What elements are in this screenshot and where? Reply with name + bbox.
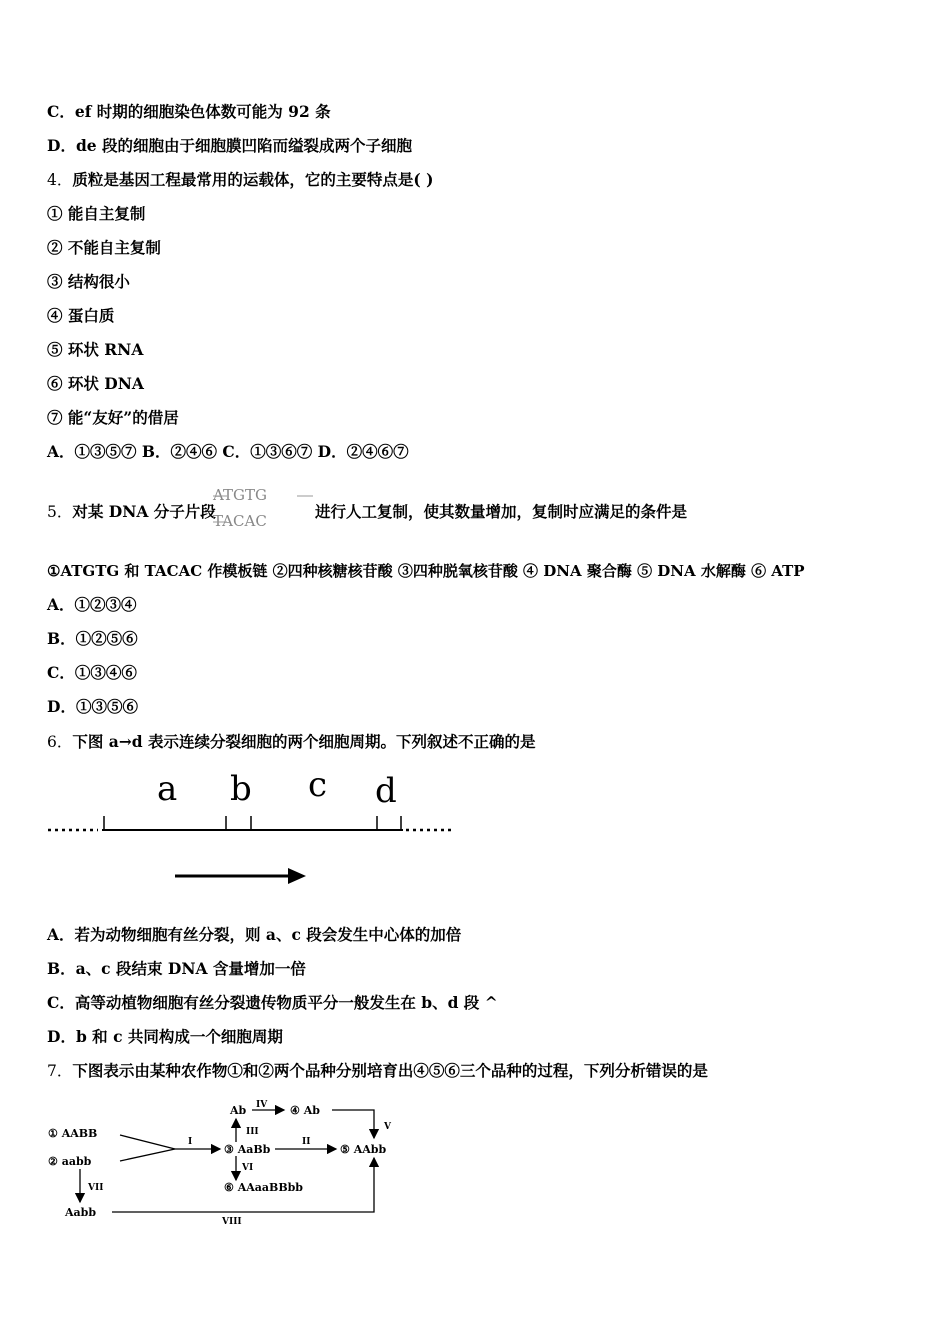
q4-item-1: ① 能自主复制 — [47, 204, 146, 223]
dna-strand-top: ATGTG — [213, 486, 267, 504]
arrow-v — [332, 1110, 374, 1138]
q4-item-4: ④ 蛋白质 — [47, 306, 115, 325]
q4-text: 质粒是基因工程最常用的运载体，它的主要特点是( ) — [72, 170, 434, 189]
direction-arrow-head — [288, 868, 306, 884]
q4-item-6: ⑥ 环状 DNA — [47, 374, 144, 393]
q5-option-a: A．①②③④ — [47, 595, 137, 614]
q5-option-b: B．①②⑤⑥ — [47, 629, 138, 648]
cycle-label-a: a — [157, 769, 178, 809]
q5-conditions: ①ATGTG 和 TACAC 作模板链 ②四种核糖核苷酸 ③四种脱氧核苷酸 ④ DNA 聚合酶 ⑤ DNA 水解酶 ⑥ ATP — [47, 562, 805, 580]
merge-line-lower — [120, 1149, 175, 1161]
node-2-aabb: ② aabb — [48, 1155, 92, 1168]
q6-option-c: C．高等动植物细胞有丝分裂遗传物质平分一般发生在 b、d 段 ^ — [47, 993, 498, 1012]
q7-text: 下图表示由某种农作物①和②两个品种分别培育出④⑤⑥三个品种的过程，下列分析错误的是 — [72, 1061, 708, 1080]
node-5-aabb: ⑤ AAbb — [340, 1143, 387, 1156]
step-vi: VI — [242, 1163, 254, 1173]
step-ii: II — [302, 1137, 311, 1147]
cycle-label-b: b — [230, 769, 252, 809]
q4-number: 4． — [47, 171, 73, 189]
dna-strand-lines — [213, 486, 313, 536]
q3-option-c: C．ef 时期的细胞染色体数可能为 92 条 — [47, 102, 331, 121]
cell-cycle-diagram — [40, 760, 470, 900]
q5-text: 对某 DNA 分子片段 — [72, 502, 216, 521]
q5-stem-part2: 进行人工复制，使其数量增加，复制时应满足的条件是 — [315, 502, 688, 521]
dna-strand-bottom: TACAC — [213, 512, 267, 530]
node-aabb-2: Aabb — [65, 1206, 97, 1219]
q4-item-3: ③ 结构很小 — [47, 272, 130, 291]
step-v: V — [384, 1122, 391, 1132]
q3-option-d: D．de 段的细胞由于细胞膜凹陷而缢裂成两个子细胞 — [47, 136, 413, 155]
merge-line-upper — [120, 1135, 175, 1149]
q5-number: 5． — [47, 503, 73, 521]
q6-option-d: D．b 和 c 共同构成一个细胞周期 — [47, 1027, 283, 1046]
dna-segment-figure — [213, 486, 313, 536]
q5-option-c: C．①③④⑥ — [47, 663, 137, 682]
q5-option-d: D．①③⑤⑥ — [47, 697, 138, 716]
q6-option-b: B．a、c 段结束 DNA 含量增加一倍 — [47, 959, 306, 978]
cycle-label-c: c — [308, 765, 328, 805]
q6-stem — [47, 732, 536, 752]
node-ab: Ab — [230, 1104, 247, 1117]
cycle-label-d: d — [375, 771, 397, 811]
q6-option-a: A．若为动物细胞有丝分裂，则 a、c 段会发生中心体的加倍 — [47, 925, 462, 944]
q4-item-7: ⑦ 能“友好”的借居 — [47, 408, 179, 427]
q7-number: 7． — [47, 1062, 73, 1080]
q6-text: 下图 a→d 表示连续分裂细胞的两个细胞周期。下列叙述不正确的是 — [72, 732, 536, 751]
node-4-ab: ④ Ab — [290, 1104, 320, 1117]
node-6-aaaabbbb: ⑥ AAaaBBbb — [224, 1181, 303, 1194]
node-3-aabb: ③ AaBb — [224, 1143, 271, 1156]
step-viii: VIII — [222, 1217, 242, 1227]
step-iv: IV — [256, 1100, 268, 1110]
q5-stem-part1 — [47, 502, 216, 522]
q4-item-5: ⑤ 环状 RNA — [47, 340, 144, 359]
q4-stem — [47, 170, 433, 190]
step-iii: III — [246, 1127, 259, 1137]
q4-options: A．①③⑤⑦ B．②④⑥ C．①③⑥⑦ D．②④⑥⑦ — [47, 442, 409, 461]
step-vii: VII — [88, 1183, 104, 1193]
q7-stem — [47, 1061, 708, 1081]
step-i: I — [188, 1137, 193, 1147]
q4-item-2: ② 不能自主复制 — [47, 238, 161, 257]
breeding-diagram — [40, 1092, 440, 1232]
node-1-aabb: ① AABB — [48, 1127, 98, 1140]
q6-number: 6． — [47, 733, 73, 751]
